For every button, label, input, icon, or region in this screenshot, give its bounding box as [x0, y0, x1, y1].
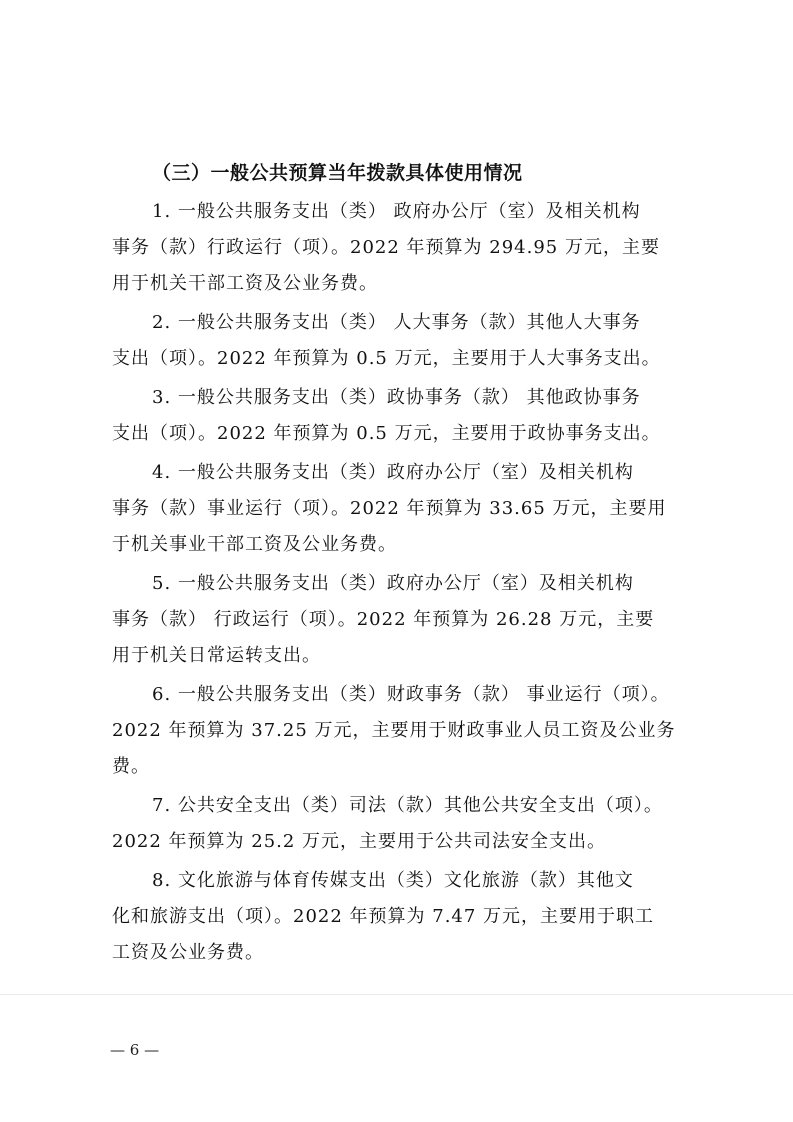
paragraph-line: 2022 年预算为 25.2 万元，主要用于公共司法安全支出。	[112, 831, 607, 852]
paragraph-line: 支出（项）。2022 年预算为 0.5 万元，主要用于政协事务支出。	[112, 423, 661, 444]
paragraph-line: 7. 公共安全支出（类）司法（款）其他公共安全支出（项）。	[152, 795, 663, 816]
paragraph-item-3	[112, 385, 702, 447]
paragraph-line: 事务（款）行政运行（项）。2022 年预算为 294.95 万元，主要	[112, 237, 660, 258]
paragraph-line: 工资及公业务费。	[112, 942, 264, 963]
section-heading: （三）一般公共预算当年拨款具体使用情况	[152, 162, 523, 184]
paragraph-line: 5. 一般公共服务支出（类）政府办公厅（室）及相关机构	[152, 573, 634, 594]
paragraph-line: 事务（款）事业运行（项）。2022 年预算为 33.65 万元，主要用	[112, 498, 667, 519]
paragraph-item-7	[112, 793, 702, 855]
paragraph-line: 3. 一般公共服务支出（类）政协事务（款） 其他政协事务	[152, 387, 641, 408]
paragraph-line: 4. 一般公共服务支出（类）政府办公厅（室）及相关机构	[152, 462, 634, 483]
paragraph-line: 用于机关干部工资及公业务费。	[112, 273, 378, 294]
page-footer-divider	[0, 994, 793, 995]
paragraph-item-1	[112, 199, 702, 297]
paragraph-line: 于机关事业干部工资及公业务费。	[112, 534, 397, 555]
paragraph-line: 2. 一般公共服务支出（类） 人大事务（款）其他人大事务	[152, 312, 641, 333]
paragraph-item-5	[112, 571, 702, 669]
paragraph-line: 事务（款） 行政运行（项）。2022 年预算为 26.28 万元，主要	[112, 609, 655, 630]
page-number: — 6 —	[110, 1041, 160, 1059]
paragraph-item-4	[112, 460, 702, 558]
paragraph-line: 支出（项）。2022 年预算为 0.5 万元，主要用于人大事务支出。	[112, 348, 661, 369]
paragraph-line: 6. 一般公共服务支出（类）财政事务（款） 事业运行（项）。	[152, 684, 670, 705]
paragraph-line: 费。	[112, 756, 150, 777]
document-body	[112, 160, 702, 979]
paragraph-item-8	[112, 868, 702, 966]
paragraph-line: 2022 年预算为 37.25 万元，主要用于财政事业人员工资及公业务	[112, 720, 676, 741]
paragraph-item-2	[112, 310, 702, 372]
paragraph-line: 用于机关日常运转支出。	[112, 645, 321, 666]
paragraph-line: 化和旅游支出（项）。2022 年预算为 7.47 万元，主要用于职工	[112, 906, 655, 927]
paragraph-line: 8. 文化旅游与体育传媒支出（类）文化旅游（款）其他文	[152, 870, 634, 891]
paragraph-line: 1. 一般公共服务支出（类） 政府办公厅（室）及相关机构	[152, 201, 641, 222]
paragraph-item-6	[112, 682, 702, 780]
